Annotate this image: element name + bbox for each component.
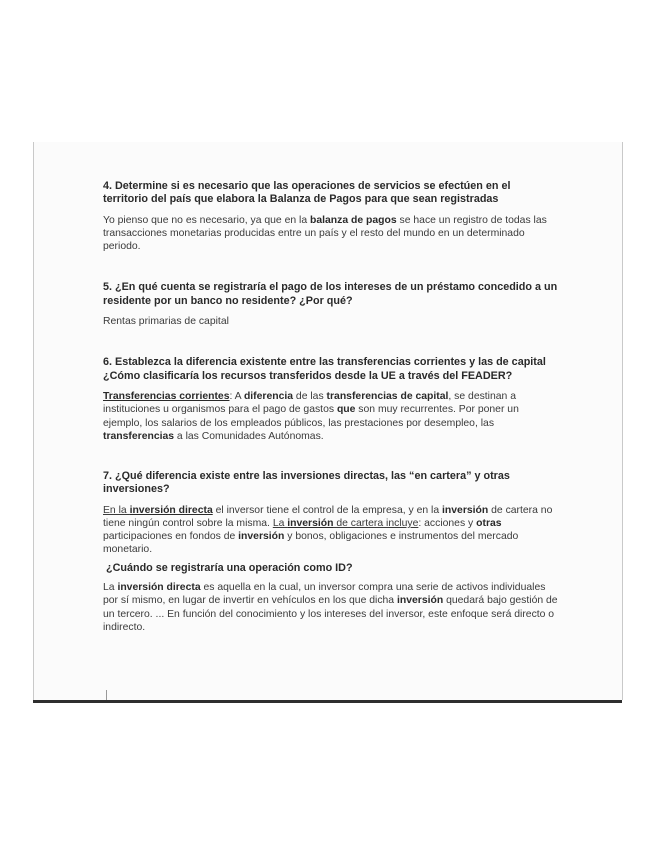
document-body [103, 180, 558, 634]
question-5-title: 5. ¿En qué cuenta se registraría el pago de los intereses de un préstamo concedido a un residente por un banco no residente? ¿Por qué? [103, 281, 558, 307]
question-7-title: 7. ¿Qué diferencia existe entre las inversiones directas, las “en cartera” y otras inversiones? [103, 470, 510, 496]
question-6-title: 6. Establezca la diferencia existente entre las transferencias corrientes y las de capital ¿Cómo clasificaría los recursos transferidos desde la UE a través del FEADER? [103, 356, 546, 382]
question-7-sub-answer: La inversión directa es aquella en la cual, un inversor compra una serie de activos individuales por sí mismo, en lugar de invertir en vehículos en los que dicha inversión quedará bajo gestión de un tercero. ... En función del conocimiento y los intereses del inversor, este enfoque será directo o indirecto. [103, 582, 558, 633]
page-bottom-edge [33, 700, 622, 703]
question-5-answer: Rentas primarias de capital [103, 316, 229, 328]
question-6-answer: Transferencias corrientes: A diferencia de las transferencias de capital, se destinan a instituciones u organismos para el pago de gastos que son muy recurrentes. Por poner un ejemplo, los salarios de los empleados públicos, las prestaciones por desempleo, las transferencias a las Comunidades Autónomas. [103, 391, 519, 442]
question-4-answer: Yo pienso que no es necesario, ya que en la balanza de pagos se hace un registro de todas las transacciones monetarias producidas entre un país y el resto del mundo en un determinado periodo. [103, 214, 547, 253]
question-7-answer: En la inversión directa el inversor tiene el control de la empresa, y en la inversión de cartera no tiene ningún control sobre la misma. La inversión de cartera incluye: acciones y otras participaciones en fondos de inversión y bonos, obligaciones e instrumentos del mercado monetario. [103, 504, 553, 556]
text-cursor-mark [106, 690, 107, 700]
question-4-title: 4. Determine si es necesario que las operaciones de servicios se efectúen en el territorio del país que elabora la Balanza de Pagos para que sean registradas [103, 180, 511, 206]
question-7-subtitle: ¿Cuándo se registraría una operación como ID? [106, 561, 353, 574]
